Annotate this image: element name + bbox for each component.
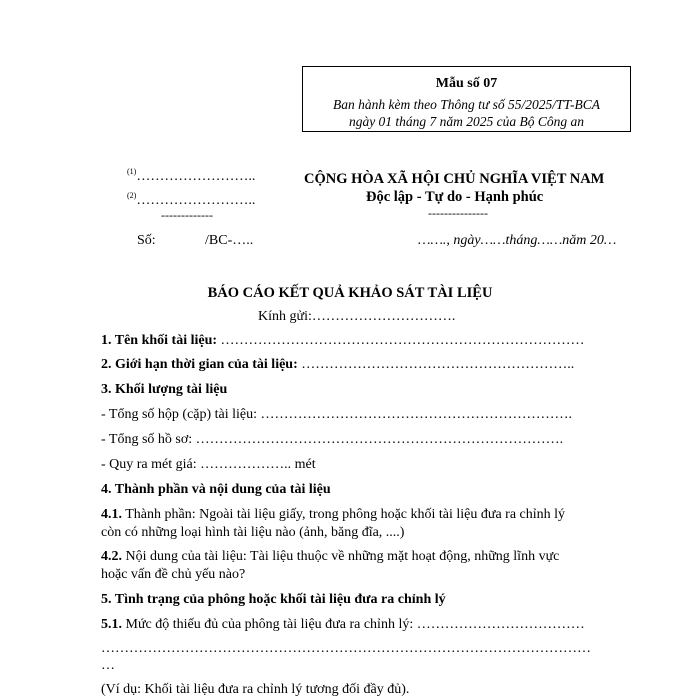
- section-5-1-line: [101, 617, 585, 633]
- section-3-boxes: - Tổng số hộp (cặp) tài liệu: ………………………………………………………….: [101, 407, 573, 422]
- section-4-1-text: Thành phần: Ngoài tài liệu giấy, trong phông hoặc khối tài liệu đưa ra chỉnh lý: [122, 507, 566, 522]
- form-issued-line1: Ban hành kèm theo Thông tư số 55/2025/TT-BCA: [333, 97, 600, 112]
- section-4-heading: 4. Thành phần và nội dung của tài liệu: [101, 482, 331, 497]
- motto-rule: ---------------: [428, 206, 488, 220]
- nation-title: CỘNG HÒA XÃ HỘI CHỦ NGHĨA VIỆT NAM: [304, 171, 605, 187]
- agency-placeholder: ……………………..: [136, 193, 256, 208]
- section-4-2-text: Nội dung của tài liệu: Tài liệu thuộc về những mặt hoạt động, những lĩnh vực: [122, 549, 560, 564]
- nation-motto: Độc lập - Tự do - Hạnh phúc: [366, 189, 544, 205]
- section-1-label: 1. Tên khối tài liệu:: [101, 333, 218, 348]
- section-4-2-line2: hoặc vấn đề chủ yếu nào?: [101, 567, 246, 582]
- footnote-mark-1: (1): [127, 167, 137, 176]
- footnote-mark-2: (2): [127, 191, 137, 200]
- form-number-box: [302, 66, 631, 132]
- form-issued-line2: ngày 01 tháng 7 năm 2025 của Bộ Công an: [348, 114, 585, 129]
- section-2-line: [101, 357, 574, 373]
- document-number-label: Số:: [137, 233, 156, 248]
- agency-parent-line: [127, 169, 255, 185]
- section-5-1-example: (Ví dụ: Khối tài liệu đưa ra chỉnh lý tương đối đầy đủ).: [101, 682, 410, 697]
- section-5-heading: 5. Tình trạng của phông hoặc khối tài liệu đưa ra chỉnh lý: [101, 592, 446, 607]
- section-3-meters: - Quy ra mét giá: ……………….. mét: [101, 457, 316, 472]
- report-title: BÁO CÁO KẾT QUẢ KHẢO SÁT TÀI LIỆU: [207, 285, 493, 301]
- section-1-dots: ……………………………………………………………………: [220, 333, 585, 348]
- section-3-heading: 3. Khối lượng tài liệu: [101, 382, 228, 397]
- recipient-line: Kính gửi:………………………….: [258, 309, 456, 324]
- section-1-line: [101, 333, 585, 349]
- section-2-dots: …………………………………………………..: [301, 357, 575, 372]
- section-2-label: 2. Giới hạn thời gian của tài liệu:: [101, 357, 298, 372]
- section-5-1-number: 5.1.: [101, 617, 122, 632]
- section-4-2-number: 4.2.: [101, 549, 122, 564]
- section-5-1-dots-short: …: [101, 658, 115, 673]
- section-4-1-line2: còn có những loại hình tài liệu nào (ảnh, băng đĩa, ....): [101, 525, 405, 540]
- section-3-files: - Tổng số hồ sơ: …………………………………………………………………….: [101, 432, 564, 447]
- form-number-title: Mẫu số 07: [435, 76, 498, 91]
- section-4-2-line1: [101, 549, 559, 565]
- section-4-1-line1: [101, 507, 565, 523]
- document-number-value: /BC-…..: [205, 233, 254, 248]
- section-5-1-dots-line: ……………………………………………………………………………………………: [101, 641, 591, 656]
- document-date: ……., ngày……tháng……năm 20…: [418, 233, 617, 248]
- agency-rule: -------------: [161, 208, 213, 222]
- agency-line: [127, 193, 255, 209]
- agency-parent-placeholder: ……………………..: [136, 169, 256, 184]
- section-5-1-text: Mức độ thiếu đủ của phông tài liệu đưa ra chỉnh lý: ………………………………: [122, 617, 585, 632]
- section-4-1-number: 4.1.: [101, 507, 122, 522]
